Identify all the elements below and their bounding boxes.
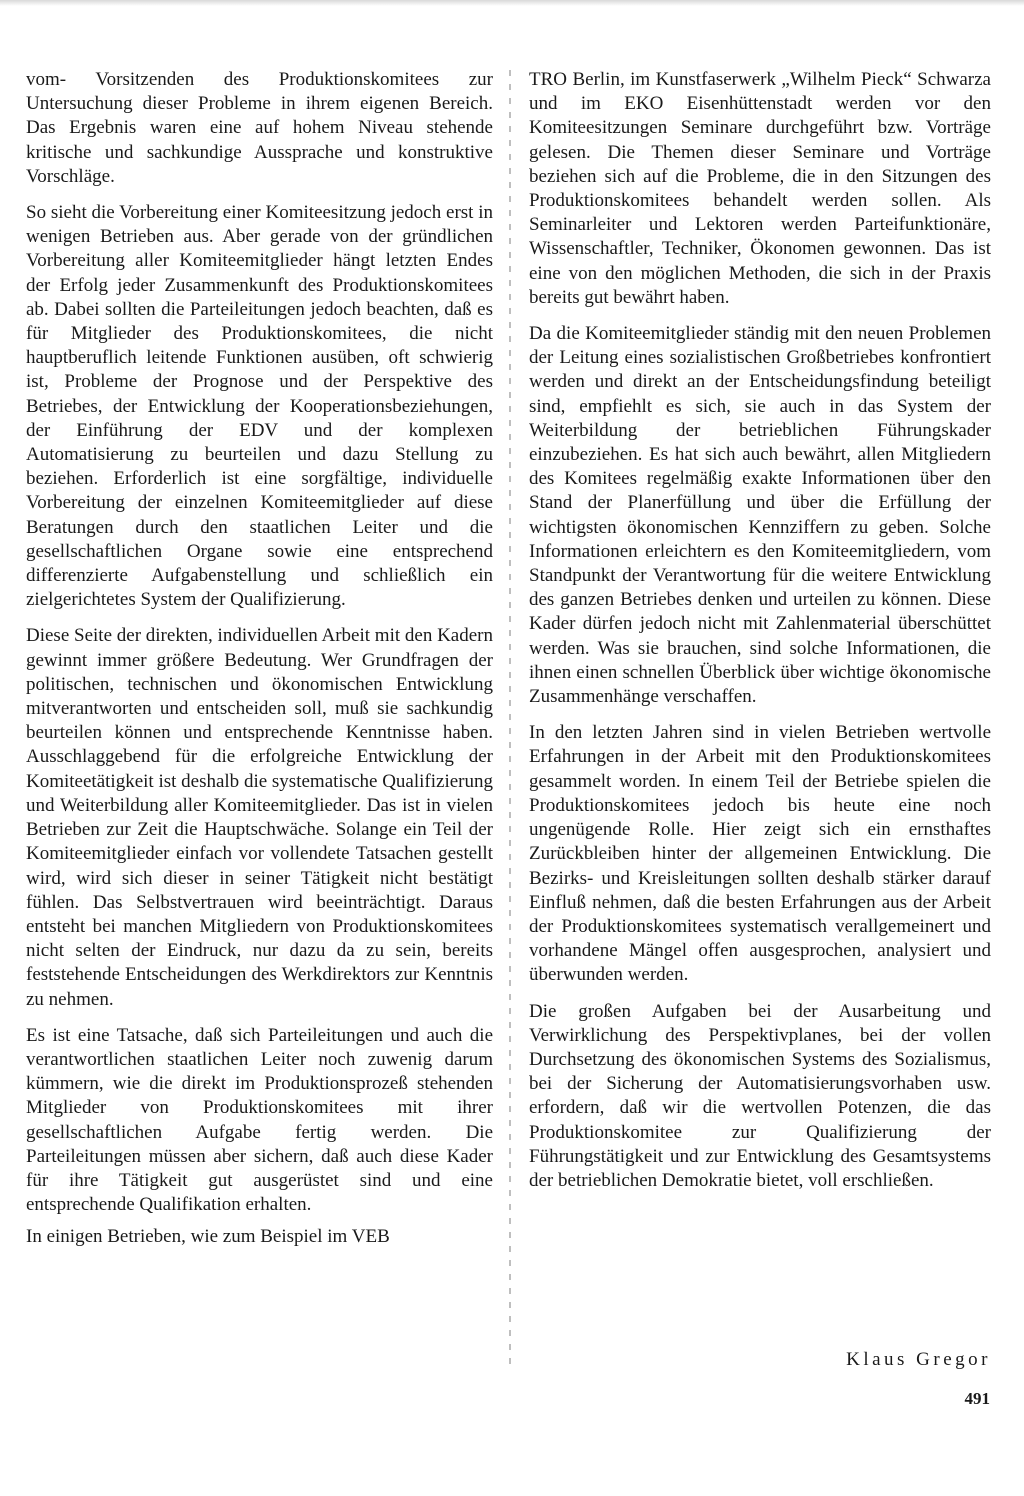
- author-signature: Klaus Gregor: [846, 1349, 991, 1370]
- paragraph: In einigen Betrieben, wie zum Beispiel im VEB: [26, 1226, 390, 1248]
- paragraph: vom- Vorsitzenden des Produktionskomitees zur Untersuchung dieser Probleme in ihrem eigenen Bereich. Das Ergebnis waren eine auf hohem Niveau stehende kritische und sachkundige Aussprache und konstruktive Vorschläge.: [26, 69, 493, 187]
- paragraph: In den letzten Jahren sind in vielen Betrieben wertvolle Erfahrungen in der Arbeit mit den Produktionskomitees gesammelt worden. In einem Teil der Betriebe spielen die Produktionskomitees jedoch bis heute eine noch ungenügende Rolle. Hier zeigt sich ein ernsthaftes Zurückbleiben hinter der allgemeinen Entwicklung. Die Bezirks- und Kreisleitungen sollten deshalb stärker darauf Einfluß nehmen, daß die besten Erfahrungen aus der Arbeit der Produktionskomitees systematisch verallgemeinert und vorhandene Mängel offen ausgesprochen, analysiert und überwunden werden.: [529, 722, 991, 986]
- left-column: [26, 68, 493, 1262]
- column-divider: [509, 70, 511, 1370]
- page-top-edge: [0, 0, 1024, 6]
- paragraph: Da die Komiteemitglieder ständig mit den neuen Problemen der Leitung eines sozialistischen Großbetriebes konfrontiert werden und direkt an der Entscheidungsfindung beteiligt sind, empfiehlt es sich, sie auch in das System der Weiterbildung der betrieblichen Führungskader einzubeziehen. Es hat sich auch bewährt, allen Mitgliedern des Komitees regelmäßig exakte Informationen über den Stand der Planerfüllung und über die Erfüllung der wichtigsten ökonomischen Kennziffern zu geben. Solche Informationen erleichtern es den Komiteemitgliedern, vom Standpunkt der Verantwortung für die weitere Entwicklung des ganzen Betriebes denken und urteilen zu können. Diese Kader dürfen jedoch nicht mit Zahlenmaterial überschüttet werden. Was sie brauchen, sind solche Informationen, die ihnen einen schnellen Überblick über wichtige ökonomische Zusammenhänge verschaffen.: [529, 323, 991, 708]
- right-column: [529, 68, 991, 1205]
- paragraph: So sieht die Vorbereitung einer Komiteesitzung jedoch erst in wenigen Betrieben aus. Aber gerade von der gründlichen Vorbereitung aller Komiteemitglieder hängt letzten Endes der Erfolg jeder Zusammenkunft des Produktionskomitees ab. Dabei sollten die Parteileitungen jedoch beachten, daß es für Mitglieder des Produktionskomitees, die nicht hauptberuflich leitende Funktionen ausüben, oft schwierig ist, Probleme der Prognose und der Perspektive des Betriebes, der Entwicklung der Kooperationsbeziehungen, der Einführung der EDV und der komplexen Automatisierung zu beurteilen und dazu Stellung zu beziehen. Erforderlich ist eine sorgfältige, individuelle Vorbereitung der einzelnen Komiteemitglieder auf diese Beratungen durch den staatlichen Leiter und die gesellschaftlichen Organe sowie eine entsprechend differenzierte Aufgabenstellung und schließlich ein zielgerichtetes System der Qualifizierung.: [26, 202, 493, 611]
- paragraph: Diese Seite der direkten, individuellen Arbeit mit den Kadern gewinnt immer größere Bedeutung. Wer Grundfragen der politischen, technischen und ökonomischen Entwicklung mitverantworten und entscheiden soll, muß sie sachkundig beurteilen können und entsprechende Kenntnisse haben. Ausschlaggebend für die erfolgreiche Entwicklung der Komiteetätigkeit ist deshalb die systematische Qualifizierung und Weiterbildung aller Komiteemitglieder. Das ist in vielen Betrieben zur Zeit die Hauptschwäche. Solange ein Teil der Komiteemitglieder einfach vor vollendete Tatsachen gestellt wird, wird sich dieser in seiner Tätigkeit nicht bestätigt fühlen. Das Selbstvertrauen wird beeinträchtigt. Daraus entsteht bei manchen Mitgliedern von Produktionskomitees nicht selten der Eindruck, nur dazu da zu sein, bereits feststehende Entscheidungen des Werkdirektors zur Kenntnis zu nehmen.: [26, 625, 493, 1010]
- paragraph: Es ist eine Tatsache, daß sich Parteileitungen und auch die verantwortlichen staatlichen Leiter noch zuwenig darum kümmern, wie die direkt im Produktionsprozeß stehenden Mitglieder von Produktionskomitees mit ihrer gesellschaftlichen Aufgabe fertig werden. Die Parteileitungen müssen aber sichern, daß auch diese Kader für ihre Tätigkeit gut ausgerüstet sind und eine entsprechende Qualifikation erhalten.: [26, 1024, 493, 1216]
- paragraph: Die großen Aufgaben bei der Ausarbeitung und Verwirklichung des Perspektivplanes, bei der vollen Durchsetzung des ökonomischen Systems des Sozialismus, bei der Sicherung der Automatisierungsvorhaben usw. erfordern, daß wir die wertvollen Potenzen, die das Produktionskomitee zur Qualifizierung der Führungstätigkeit und zur Entwicklung des Gesamtsystems der betrieblichen Demokratie bietet, voll erschließen.: [529, 1000, 991, 1191]
- paragraph: TRO Berlin, im Kunstfaserwerk „Wilhelm Pieck“ Schwarza und im EKO Eisenhüttenstadt werden vor den Komiteesitzungen Seminare durchgeführt bzw. Vorträge gelesen. Die Themen dieser Seminare und Vorträge beziehen sich auf die Probleme, die in den Sitzungen des Produktionskomitees behandelt werden sollen. Als Seminarleiter und Lektoren werden Parteifunktionäre, Wissenschaftler, Techniker, Ökonomen gewonnen. Das ist eine von den möglichen Methoden, die sich in der Praxis bereits gut bewährt haben.: [529, 69, 991, 308]
- page-number: 491: [964, 1389, 990, 1408]
